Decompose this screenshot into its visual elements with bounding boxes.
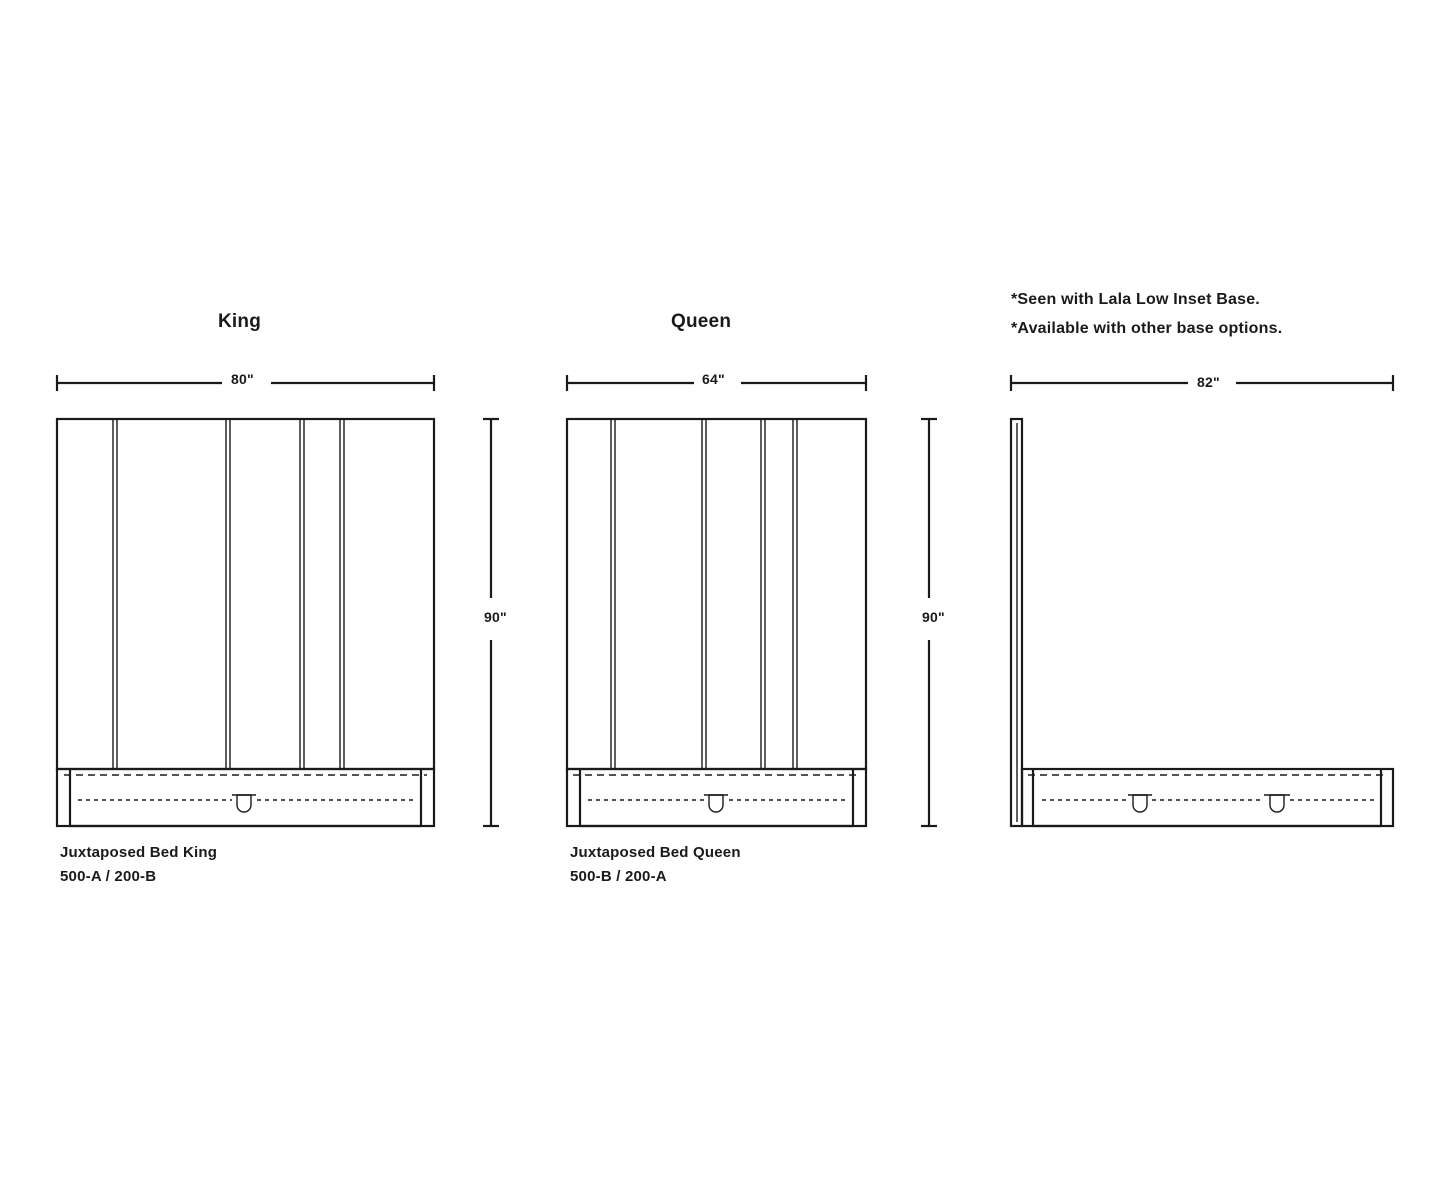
note-line-1: *Seen with Lala Low Inset Base. — [1011, 291, 1260, 308]
king-height-dimension-line — [483, 419, 499, 826]
queen-height-dimension-line — [921, 419, 937, 826]
king-height-dimension-label: 90" — [484, 609, 507, 625]
side-view-group — [1011, 375, 1393, 826]
queen-view-title: Queen — [671, 311, 732, 332]
queen-width-dimension-line — [567, 375, 866, 391]
queen-caption-line1: Juxtaposed Bed Queen — [570, 844, 741, 861]
queen-height-dimension-label: 90" — [922, 609, 945, 625]
king-view-title: King — [218, 311, 262, 332]
queen-view-group — [567, 375, 937, 826]
king-view-group — [57, 375, 499, 826]
king-width-dimension-label: 80" — [231, 371, 254, 387]
king-width-dimension-line — [57, 375, 434, 391]
side-width-dimension-label: 82" — [1197, 374, 1220, 390]
queen-caption-line2: 500-B / 200-A — [570, 868, 667, 885]
king-caption-line1: Juxtaposed Bed King — [60, 844, 218, 861]
note-line-2: *Available with other base options. — [1011, 320, 1283, 337]
queen-width-dimension-label: 64" — [702, 371, 725, 387]
king-caption-line2: 500-A / 200-B — [60, 868, 157, 885]
side-width-dimension-line — [1011, 375, 1393, 391]
